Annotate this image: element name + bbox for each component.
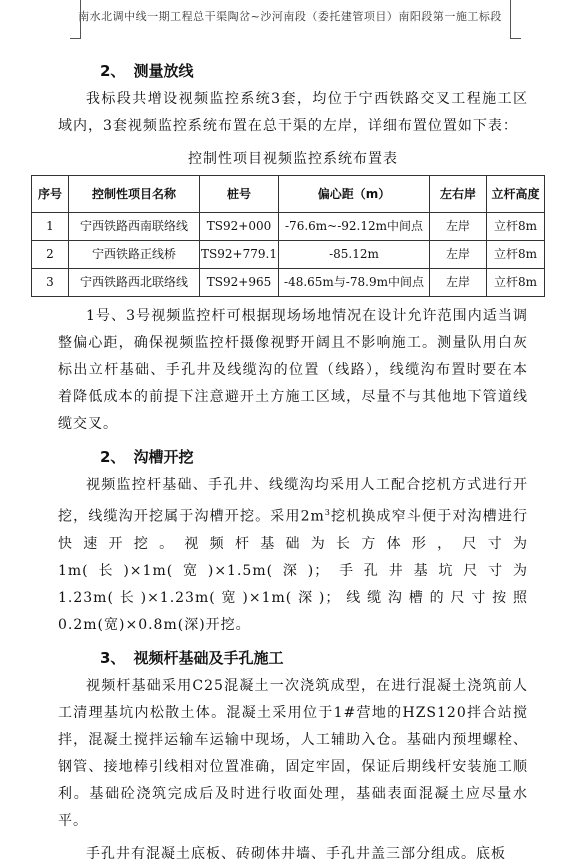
cell-bank: 左岸 [430,241,487,269]
col-header-bank: 左右岸 [430,176,487,213]
cell-offset: -48.65m与-78.9m中间点 [279,269,430,297]
cell-index: 2 [32,241,69,269]
section-heading-trench: 2、 沟槽开挖 [100,448,194,466]
col-header-index: 序号 [32,176,69,213]
cell-pole-height: 立杆8m [487,213,545,241]
header-corner-mark-right [510,0,521,39]
header-corner-mark-left [70,0,81,39]
col-header-offset: 偏心距（m） [279,176,430,213]
table-header-row [32,176,545,213]
col-header-station: 桩号 [200,176,279,213]
table-row [32,213,545,241]
paragraph-handhole: 手孔井有混凝土底板、砖砌体井墙、手孔井盖三部分组成。底板 [86,845,506,862]
cell-index: 3 [32,269,69,297]
document-body [37,52,540,868]
cell-pole-height: 立杆8m [487,269,545,297]
camera-layout-table [31,175,545,297]
paragraph-foundation: 视频杆基础采用C25混凝土一次浇筑成型，在进行混凝土浇筑前人工清理基坑内松散土体。混凝土采用位于1#营地的HZS120拌合站搅拌，混凝土搅拌运输车运输中现场，人工辅助入仓。基础内预埋螺栓、钢管、接地棒引线相对位置准确，固定牢固，保证后期线杆安装施工顺利。基础砼浇筑完成后及时进行收面处理，基础表面混凝土应尽量水平。 [58,677,528,829]
section-heading-survey: 2、 测量放线 [100,62,194,80]
cell-index: 1 [32,213,69,241]
col-header-pole-height: 立杆高度 [487,176,545,213]
cell-offset: -85.12m [279,241,430,269]
cell-project: 宁西铁路正线桥 [69,241,200,269]
cell-pole-height: 立杆8m [487,241,545,269]
cell-station: TS92+779.1 [200,241,279,269]
paragraph-survey: 我标段共增设视频监控系统3套，均位于宁西铁路交叉工程施工区域内，3套视频监控系统布置在总干渠的左岸，详细布置位置如下表： [58,91,528,134]
cell-station: TS92+000 [200,213,279,241]
table-caption: 控制性项目视频监控系统布置表 [188,151,398,167]
section-heading-foundation: 3、 视频杆基础及手孔施工 [100,648,284,667]
cell-project: 宁西铁路西北联络线 [69,269,200,297]
paragraph-trench: 视频监控杆基础、手孔井、线缆沟均采用人工配合挖机方式进行开挖，线缆沟开挖属于沟槽开挖。采用$2m^3$挖机换成窄斗便于对沟槽进行快速开挖。视频杆基础为长方体形，尺寸为1m(长)×1m(宽)×1.5m(深)；手孔井基坑尺寸为1.23m(长)×1.23m(宽)×1m(深)；线缆沟槽的尺寸按照0.2m(宽)×0.8m(深)开挖。 [58,477,529,633]
table-row [32,269,545,297]
table-row [32,241,545,269]
cell-bank: 左岸 [430,269,487,297]
cell-project: 宁西铁路西南联络线 [69,213,200,241]
page-header: 南水北调中线一期工程总干渠陶岔~沙河南段（委托建管项目）南阳段第一施工标段 [78,10,502,23]
paragraph-survey-notes: 1号、3号视频监控杆可根据现场场地情况在设计允许范围内适当调整偏心距，确保视频监控杆摄像视野开阔且不影响施工。测量队用白灰标出立杆基础、手孔井及线缆沟的位置（线路），线缆沟布置时要在本着降低成本的前提下注意避开土方施工区域，尽量不与其他地下管道线缆交叉。 [58,308,528,432]
col-header-project: 控制性项目名称 [69,176,200,213]
cell-station: TS92+965 [200,269,279,297]
cell-offset: -76.6m~-92.12m中间点 [279,213,430,241]
cell-bank: 左岸 [430,213,487,241]
